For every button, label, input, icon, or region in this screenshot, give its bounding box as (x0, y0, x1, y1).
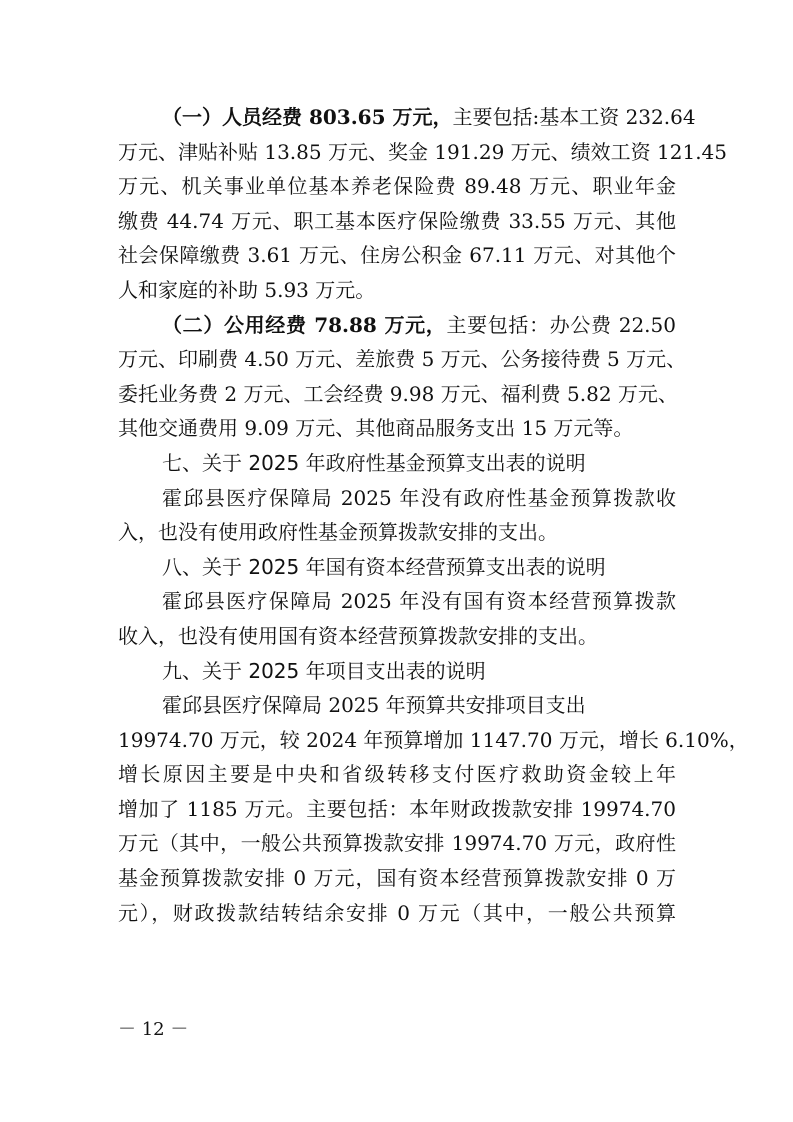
section-heading-9: 九、关于 2025 年项目支出表的说明 (162, 658, 486, 683)
page-number: － 12 － (118, 1019, 189, 1040)
paragraph-line: 其他交通费用 9.09 万元、其他商品服务支出 15 万元等。 (118, 416, 634, 441)
paragraph-line: 社会保障缴费 3.61 万元、住房公积金 67.11 万元、对其他个 (118, 243, 676, 268)
paragraph-line: 19974.70 万元，较 2024 年预算增加 1147.70 万元，增长 6.10%， (118, 727, 749, 752)
paragraph-line: 霍邱县医疗保障局 2025 年没有国有资本经营预算拨款 (162, 589, 676, 614)
section-heading-7: 七、关于 2025 年政府性基金预算支出表的说明 (162, 450, 586, 475)
paragraph-line: 万元、津贴补贴 13.85 万元、奖金 191.29 万元、绩效工资 121.45 (118, 139, 728, 164)
paragraph-line: 缴费 44.74 万元、职工基本医疗保险缴费 33.55 万元、其他 (118, 208, 676, 233)
paragraph-line: 基金预算拨款安排 0 万元，国有资本经营预算拨款安排 0 万 (118, 866, 676, 891)
paragraph-line: 人和家庭的补助 5.93 万元。 (118, 277, 376, 302)
personnel-expenses-heading: （一）人员经费 803.65 万元， (162, 105, 453, 129)
paragraph-line: 万元、机关事业单位基本养老保险费 89.48 万元、职业年金 (118, 174, 676, 199)
public-expenses-heading: （二）公用经费 78.88 万元， (162, 312, 447, 337)
body-text (118, 100, 749, 930)
paragraph-line: 霍邱县医疗保障局 2025 年没有政府性基金预算拨款收 (162, 485, 676, 510)
paragraph-public-expenses-line-1 (118, 308, 676, 343)
paragraph-line: 万元（其中，一般公共预算拨款安排 19974.70 万元，政府性 (118, 831, 676, 856)
personnel-expenses-text: 主要包括:基本工资 232.64 (452, 105, 696, 129)
paragraph-line: 元），财政拨款结转结余安排 0 万元（其中，一般公共预算 (118, 900, 676, 925)
paragraph-personnel-expenses-line-1 (118, 100, 696, 135)
paragraph-line: 入，也没有使用政府性基金预算拨款安排的支出。 (118, 520, 558, 545)
paragraph-line: 万元、印刷费 4.50 万元、差旅费 5 万元、公务接待费 5 万元、 (118, 347, 687, 372)
section-heading-8: 八、关于 2025 年国有资本经营预算支出表的说明 (162, 554, 606, 579)
paragraph-line: 增长原因主要是中央和省级转移支付医疗救助资金较上年 (118, 762, 676, 787)
paragraph-line: 增加了 1185 万元。主要包括：本年财政拨款安排 19974.70 (118, 796, 676, 821)
public-expenses-text: 主要包括：办公费 22.50 (446, 312, 676, 337)
paragraph-line: 委托业务费 2 万元、工会经费 9.98 万元、福利费 5.82 万元、 (118, 381, 678, 406)
paragraph-line: 收入，也没有使用国有资本经营预算拨款安排的支出。 (118, 623, 598, 648)
paragraph-line: 霍邱县医疗保障局 2025 年预算共安排项目支出 (162, 693, 586, 718)
